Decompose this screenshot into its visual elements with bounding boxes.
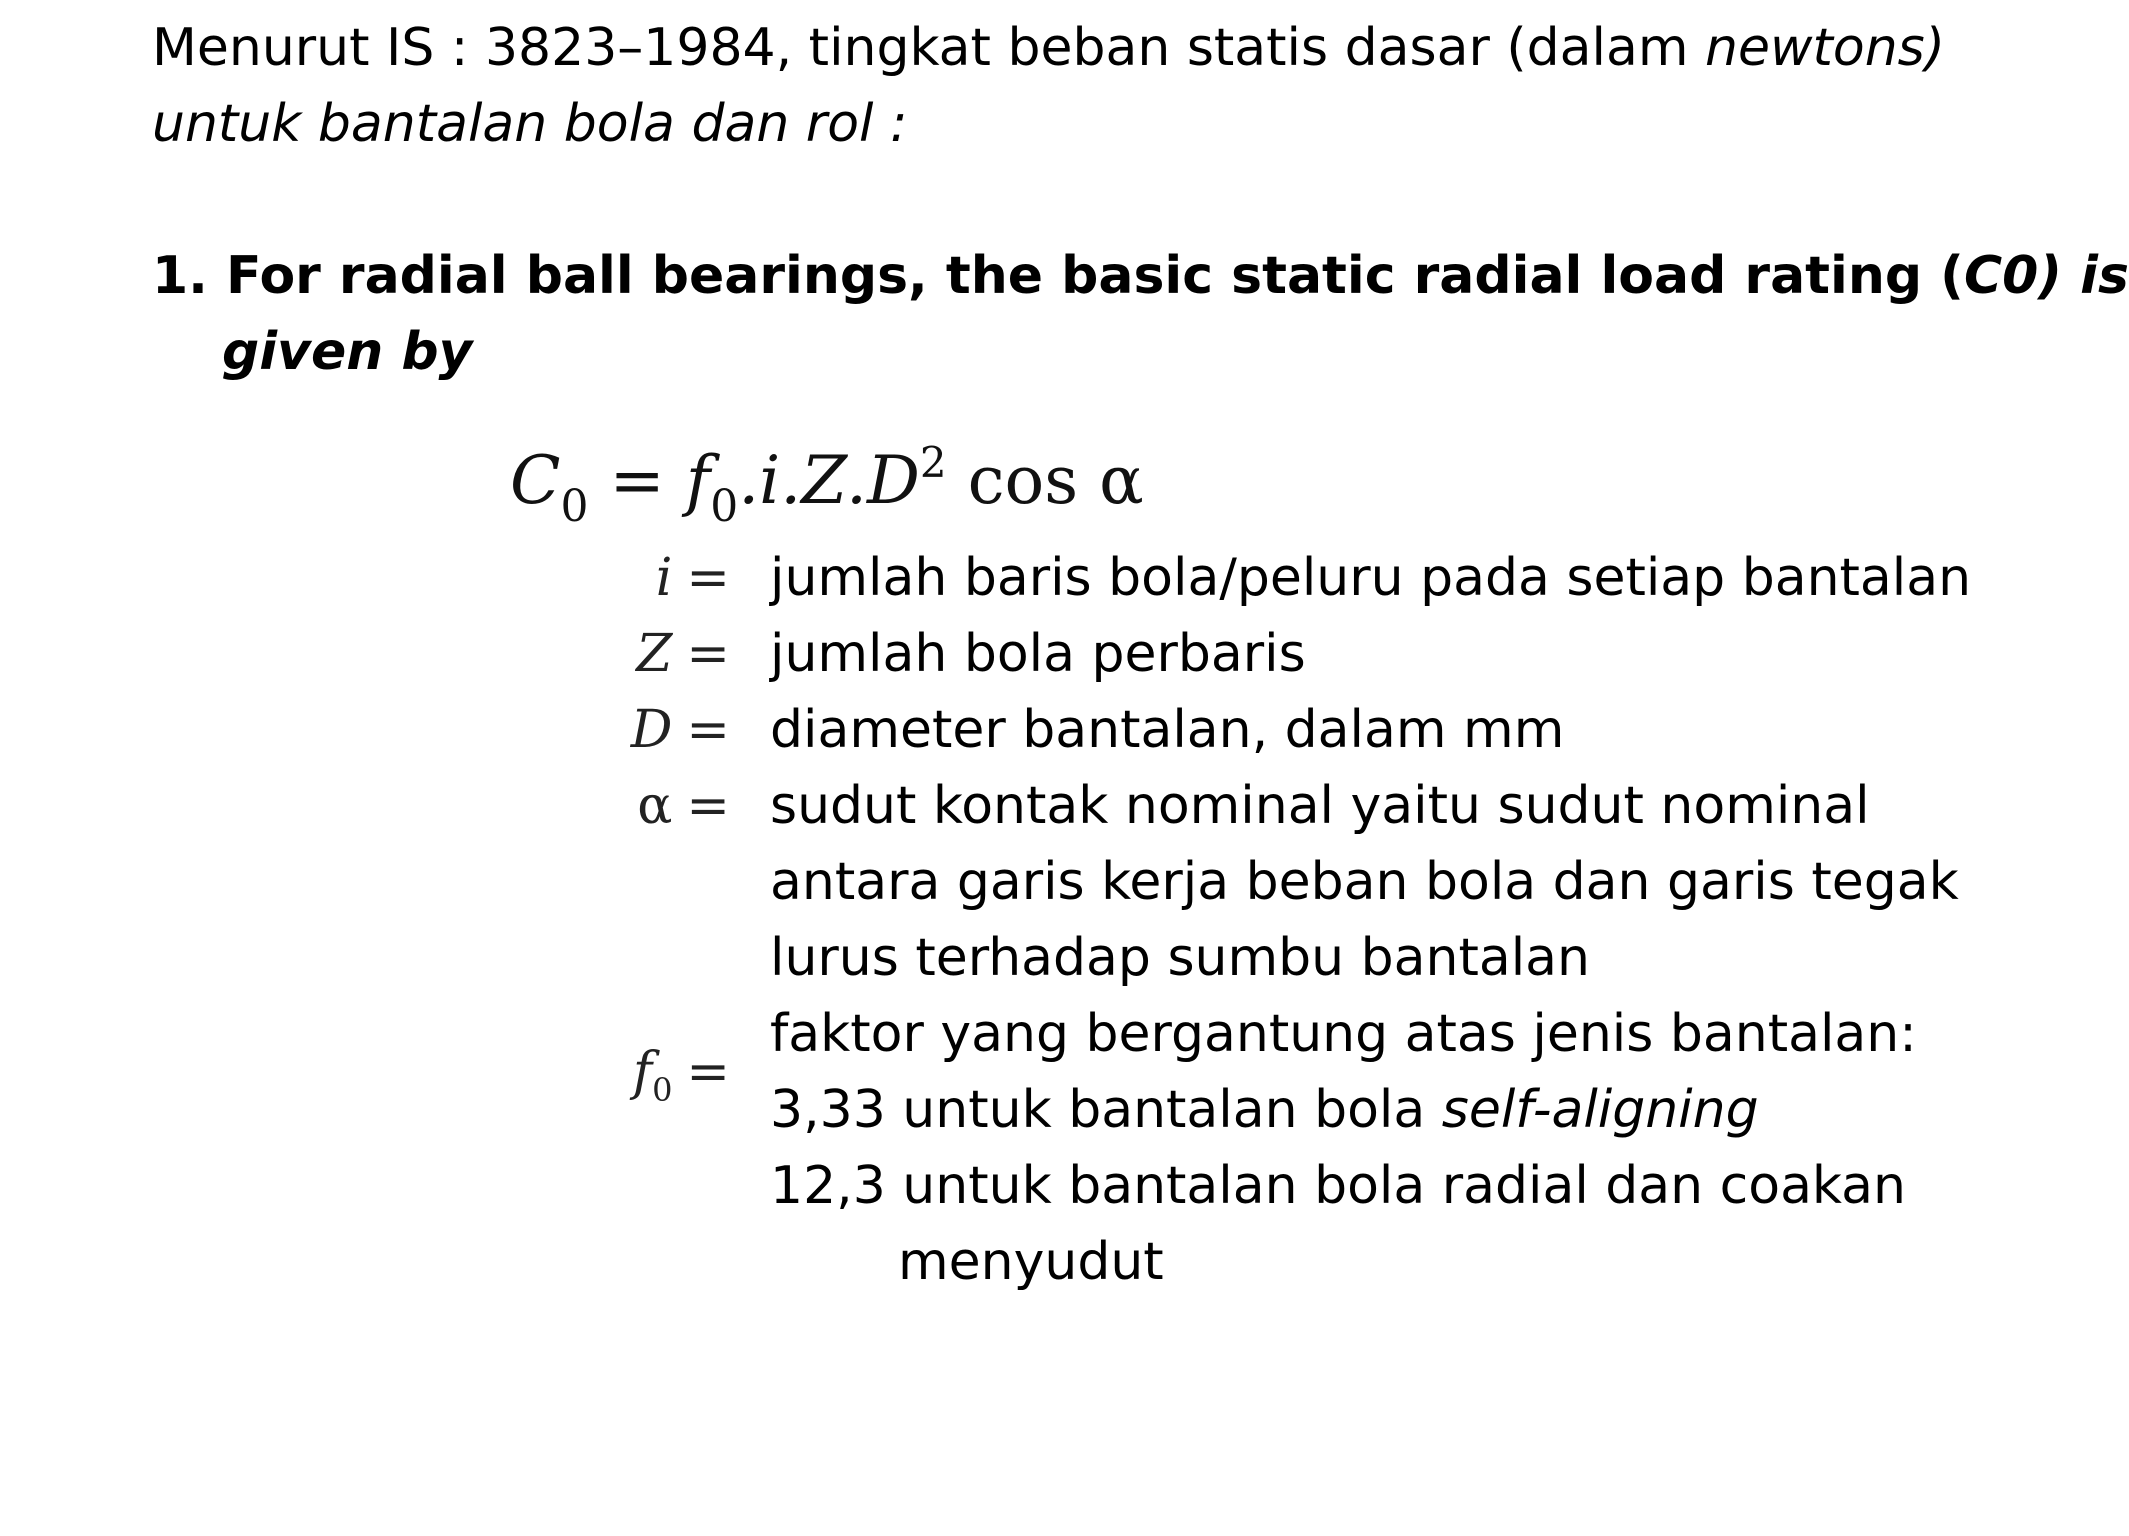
formula-lhs-subscript: 0 [560, 481, 589, 532]
formula-cosine: cos α [946, 442, 1144, 519]
intro-unit: newtons) [1705, 18, 1946, 78]
heading-line-2 [152, 314, 1992, 390]
symbol-z-letter: Z [636, 624, 673, 684]
symbol-d-letter: D [630, 700, 673, 760]
definition-alpha-line-3: lurus terhadap sumbu bantalan [770, 928, 1590, 988]
definition-alpha-line-1: sudut kontak nominal yaitu sudut nominal [770, 776, 1870, 836]
intro-line-2 [152, 86, 1992, 162]
symbol-alpha-equals: = [686, 776, 730, 836]
symbol-d-equals: = [686, 700, 730, 760]
load-rating-formula [510, 418, 1144, 552]
symbol-f0 [600, 1034, 730, 1128]
heading-text: 1. For radial ball bearings, the basic static radial load rating ( [152, 246, 1964, 306]
intro-line-1 [152, 10, 1992, 86]
intro-text: Menurut IS : 3823–1984, tingkat beban statis dasar (dalam [152, 18, 1706, 78]
formula-factor: f [685, 442, 711, 519]
definition-i-text: jumlah baris bola/peluru pada setiap bantalan [770, 548, 1972, 608]
definition-f0-line-4: menyudut [898, 1232, 1164, 1292]
symbol-i-letter: i [655, 548, 673, 608]
formula-factor-subscript: 0 [710, 481, 739, 532]
symbol-f0-subscript: 0 [652, 1071, 673, 1109]
section-heading [152, 238, 2129, 390]
heading-line-1 [152, 238, 2129, 314]
symbol-alpha-letter: α [637, 776, 673, 836]
definition-f0-line-2-italic: self-aligning [1441, 1080, 1759, 1140]
formula-equals: = [588, 442, 686, 519]
definition-f0-line-3: 12,3 untuk bantalan bola radial dan coakan [770, 1156, 1906, 1216]
heading-continuation: given by [222, 322, 473, 382]
intro-paragraph [152, 10, 1992, 162]
symbol-z-equals: = [686, 624, 730, 684]
intro-subject: untuk bantalan bola dan rol : [152, 94, 908, 154]
definition-z-text: jumlah bola perbaris [770, 624, 1306, 684]
formula-exponent: 2 [919, 438, 947, 487]
definition-d-text: diameter bantalan, dalam mm [770, 700, 1565, 760]
symbol-i [600, 540, 730, 616]
formula-lhs: C [510, 442, 561, 519]
heading-symbol: C0) is [1963, 246, 2129, 306]
definition-f0-line-1: faktor yang bergantung atas jenis bantalan: [770, 1004, 1917, 1064]
symbol-alpha [600, 768, 730, 844]
symbol-f0-letter: f [632, 1042, 653, 1102]
symbol-f0-equals: = [686, 1042, 730, 1102]
formula-variables: .i.Z.D [738, 442, 920, 519]
symbol-z [600, 616, 730, 692]
definition-f0-line-2 [770, 1072, 1759, 1148]
symbol-i-equals: = [686, 548, 730, 608]
definition-alpha-line-2: antara garis kerja beban bola dan garis tegak [770, 852, 1959, 912]
definition-f0-line-2-text: 3,33 untuk bantalan bola [770, 1080, 1442, 1140]
symbol-d [600, 692, 730, 768]
